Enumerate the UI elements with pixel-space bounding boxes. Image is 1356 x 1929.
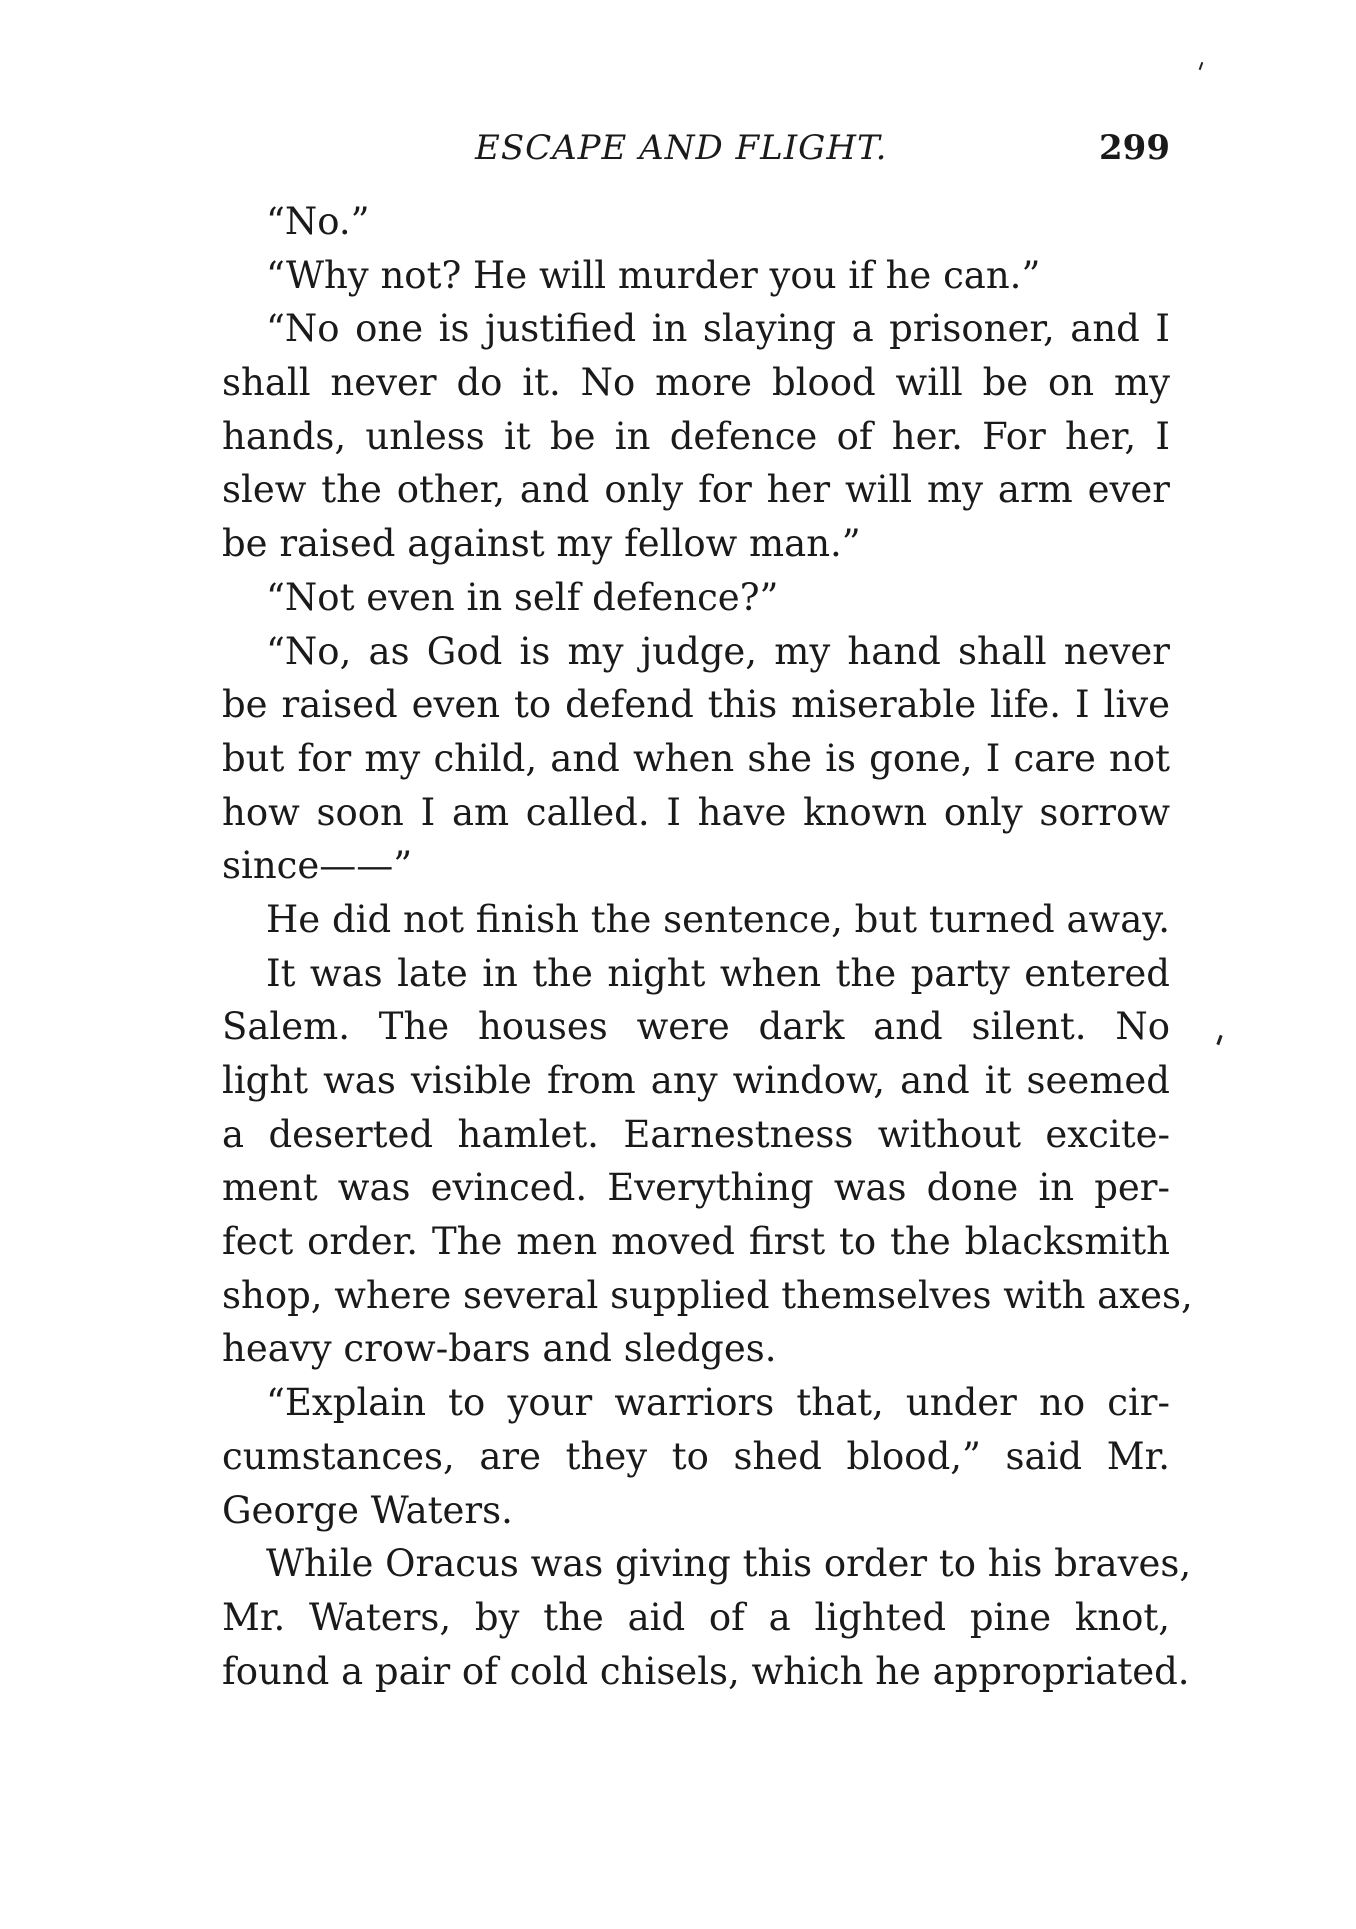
text-line: shall never do it. No more blood will be on my [222,361,1170,405]
text-line: how soon I am called. I have known only sorrow [222,790,1170,834]
text-line: “Not even in self defence?” [266,575,779,619]
text-line: He did not finish the sentence, but turned away. [266,897,1170,941]
text-line: shop, where several supplied themselves with axes, [222,1273,1193,1317]
text-line: heavy crow-bars and sledges. [222,1327,777,1371]
text-line: light was visible from any window, and it seemed [222,1059,1170,1102]
text-line: but for my child, and when she is gone, I care not [222,736,1170,780]
text-line: Mr. Waters, by the aid of a lighted pine knot, [222,1595,1170,1639]
text-line: slew the other, and only for her will my arm ever [222,468,1170,512]
text-line: Salem. The houses were dark and silent. No [222,1005,1170,1049]
ink-speck [1199,62,1204,70]
text-line: since——” [222,844,413,888]
text-line: hands, unless it be in defence of her. For her, I [222,414,1170,458]
text-line: “Why not? He will murder you if he can.” [266,253,1041,297]
body-text [222,195,1193,1698]
text-line: cumstances, are they to shed blood,” said Mr. [222,1434,1170,1478]
page-number: 299 [1099,128,1170,168]
text-line: “No one is justified in slaying a prisoner, and I [266,307,1170,351]
text-line: be raised even to defend this miserable life. I live [222,683,1170,727]
text-line: a deserted hamlet. Earnestness without excite- [222,1112,1170,1156]
text-line: While Oracus was giving this order to his braves, [266,1542,1192,1586]
text-line: George Waters. [222,1488,513,1532]
text-line: “Explain to your warriors that, under no cir- [266,1381,1170,1425]
text-line: “No.” [266,200,370,243]
text-line: be raised against my fellow man.” [222,522,861,566]
ink-speck [1216,1035,1222,1045]
text-line: It was late in the night when the party entered [266,951,1170,995]
text-line: found a pair of cold chisels, which he appropriated. [222,1649,1190,1693]
page-header [220,128,1170,168]
running-title: ESCAPE AND FLIGHT. [475,128,888,168]
text-line: ment was evinced. Everything was done in per- [222,1166,1170,1210]
text-line: “No, as God is my judge, my hand shall never [266,629,1170,673]
text-line: fect order. The men moved first to the blacksmith [222,1220,1170,1264]
